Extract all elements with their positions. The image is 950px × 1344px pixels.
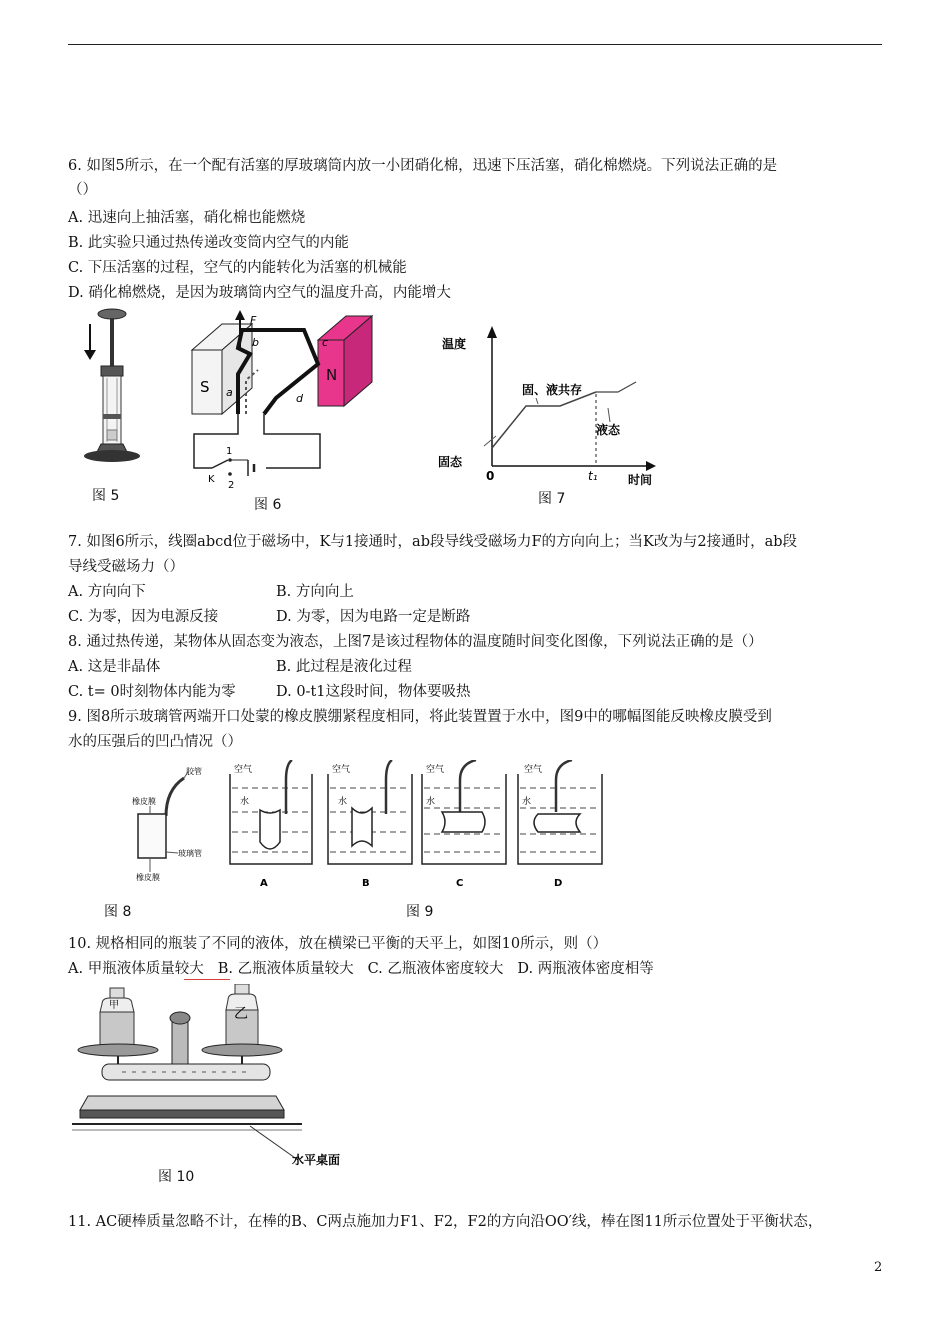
fig9-panel-d xyxy=(518,760,602,889)
q7-stem-line1: 7. 如图6所示，线圈abcd位于磁场中，K与1接通时，ab段导线受磁场力F的方向向上；当K改为与2接通时，ab段 xyxy=(68,534,798,550)
fig7-liquid-label: 液态 xyxy=(596,423,621,437)
fig10-left-bottle-label: 甲 xyxy=(109,1000,119,1011)
q7-option-b: B. 方向向上 xyxy=(276,584,354,600)
q7-option-d: D. 为零，因为电路一定是断路 xyxy=(276,609,471,625)
header-rule xyxy=(68,44,882,45)
fig7-origin-label: 0 xyxy=(486,469,495,483)
figure-10-caption: 图 10 xyxy=(158,1169,195,1185)
fig10-table-label: 水平桌面 xyxy=(292,1153,341,1167)
fig9-label-c: C xyxy=(456,878,464,889)
q8-stem: 8. 通过热传递，某物体从固态变为液态，上图7是该过程物体的温度随时间变化图像，下列说法正确的是（） xyxy=(68,634,763,650)
fig8-glass-label: 玻璃管 xyxy=(178,849,202,858)
fig8-membrane-bottom-label: 橡皮膜 xyxy=(136,873,160,882)
figure-9-caption: 图 9 xyxy=(406,904,434,920)
fig9-water-label-a: 水 xyxy=(240,797,250,807)
fig9-label-d: D xyxy=(554,878,563,889)
fig9-label-b: B xyxy=(362,878,370,889)
figure-6-coil-in-magnet xyxy=(186,310,376,492)
figure-9-panels xyxy=(226,760,616,892)
q7-stem-line2: 导线受磁场力（） xyxy=(68,559,184,575)
q7-option-c: C. 为零，因为电源反接 xyxy=(68,609,219,625)
q10-option-a: A. 甲瓶液体质量较大 xyxy=(68,961,204,977)
q8-options-row1 xyxy=(68,657,412,677)
q7-options-row2 xyxy=(68,607,470,627)
q9-stem-line1: 9. 图8所示玻璃管两端开口处蒙的橡皮膜绷紧程度相同，将此装置置于水中，图9中的哪幅图能反映橡皮膜受到 xyxy=(68,709,772,725)
fig6-label-b: b xyxy=(252,336,259,349)
q6-option-d: D. 硝化棉燃烧，是因为玻璃筒内空气的温度升高，内能增大 xyxy=(68,285,451,301)
fig6-label-a: a xyxy=(226,386,233,399)
figure-5-piston xyxy=(74,306,144,466)
fig9-water-label-c: 水 xyxy=(426,797,436,807)
q7-options-row1 xyxy=(68,582,354,602)
fig6-label-d: d xyxy=(296,392,303,405)
fig6-label-1: 1 xyxy=(226,446,233,457)
fig6-label-k: K xyxy=(208,474,215,485)
page-number: 2 xyxy=(874,1260,883,1275)
q10-option-c: C. 乙瓶液体密度较大 xyxy=(367,961,504,977)
fig6-label-n: N xyxy=(326,366,338,384)
fig9-water-label-b: 水 xyxy=(338,797,348,807)
q7-option-a: A. 方向向下 xyxy=(68,584,146,600)
fig7-x-axis-label: 时间 xyxy=(628,473,653,487)
fig9-panel-c xyxy=(422,760,506,889)
fig7-y-axis-label: 温度 xyxy=(442,337,467,351)
fig6-label-s: S xyxy=(200,378,210,396)
fig7-coexist-label: 固、液共存 xyxy=(522,383,583,397)
figure-8-caption: 图 8 xyxy=(104,904,132,920)
q10-option-b: B. 乙瓶液体质量较大 xyxy=(217,961,354,977)
fig9-water-label-d: 水 xyxy=(522,797,532,807)
q10-options xyxy=(68,959,654,979)
fig10-left-bottle xyxy=(100,988,134,1048)
q6-stem-line2: （） xyxy=(68,182,97,198)
q10-stem: 10. 规格相同的瓶装了不同的液体，放在横梁已平衡的天平上，如图10所示，则（） xyxy=(68,936,608,952)
fig7-t1-label: t₁ xyxy=(588,469,598,483)
fig6-label-c: c xyxy=(322,336,329,349)
fig9-air-label-b: 空气 xyxy=(332,765,351,775)
fig10-right-bottle-label: 乙 xyxy=(234,1006,248,1022)
fig8-tube-label: 胶管 xyxy=(186,767,202,776)
figure-7-temperature-graph xyxy=(432,322,664,490)
q8-option-c: C. t= 0时刻物体内能为零 xyxy=(68,684,236,700)
figure-6-caption: 图 6 xyxy=(254,497,282,513)
figure-8-glass-tube xyxy=(128,764,218,888)
q8-option-b: B. 此过程是液化过程 xyxy=(276,659,412,675)
fig9-label-a: A xyxy=(260,878,268,889)
figure-10-balance xyxy=(72,984,362,1174)
figure-7-caption: 图 7 xyxy=(538,491,566,507)
q9-stem-line2: 水的压强后的凹凸情况（） xyxy=(68,734,242,750)
fig6-label-2: 2 xyxy=(228,480,235,491)
q6-option-c: C. 下压活塞的过程，空气的内能转化为活塞的机械能 xyxy=(68,260,407,276)
fig9-panel-a xyxy=(230,760,312,889)
q6-option-a: A. 迅速向上抽活塞，硝化棉也能燃烧 xyxy=(68,210,306,226)
q6-stem-line1: 6. 如图5所示，在一个配有活塞的厚玻璃筒内放一小团硝化棉，迅速下压活塞，硝化棉燃烧。下列说法正确的是 xyxy=(68,158,778,174)
fig10-right-bottle xyxy=(226,984,258,1048)
q11-stem: 11. AC硬棒质量忽略不计，在棒的B、C两点施加力F1、F2，F2的方向沿OO′线，棒在图11所示位置处于平衡状态， xyxy=(68,1214,823,1230)
figure-5-caption: 图 5 xyxy=(92,488,120,504)
fig6-label-f: F xyxy=(250,314,257,327)
fig8-membrane-top-label: 橡皮膜 xyxy=(132,797,156,806)
fig9-panel-b xyxy=(328,760,412,889)
fig7-solid-label: 固态 xyxy=(438,455,463,469)
q8-option-a: A. 这是非晶体 xyxy=(68,659,161,675)
q8-options-row2 xyxy=(68,682,471,702)
q6-option-b: B. 此实验只通过热传递改变筒内空气的内能 xyxy=(68,235,349,251)
q10-red-underline xyxy=(184,979,230,980)
fig9-air-label-c: 空气 xyxy=(426,765,445,775)
fig9-air-label-a: 空气 xyxy=(234,765,253,775)
q10-option-d: D. 两瓶液体密度相等 xyxy=(517,961,654,977)
q8-option-d: D. 0-t1这段时间，物体要吸热 xyxy=(276,684,471,700)
fig9-air-label-d: 空气 xyxy=(524,765,543,775)
